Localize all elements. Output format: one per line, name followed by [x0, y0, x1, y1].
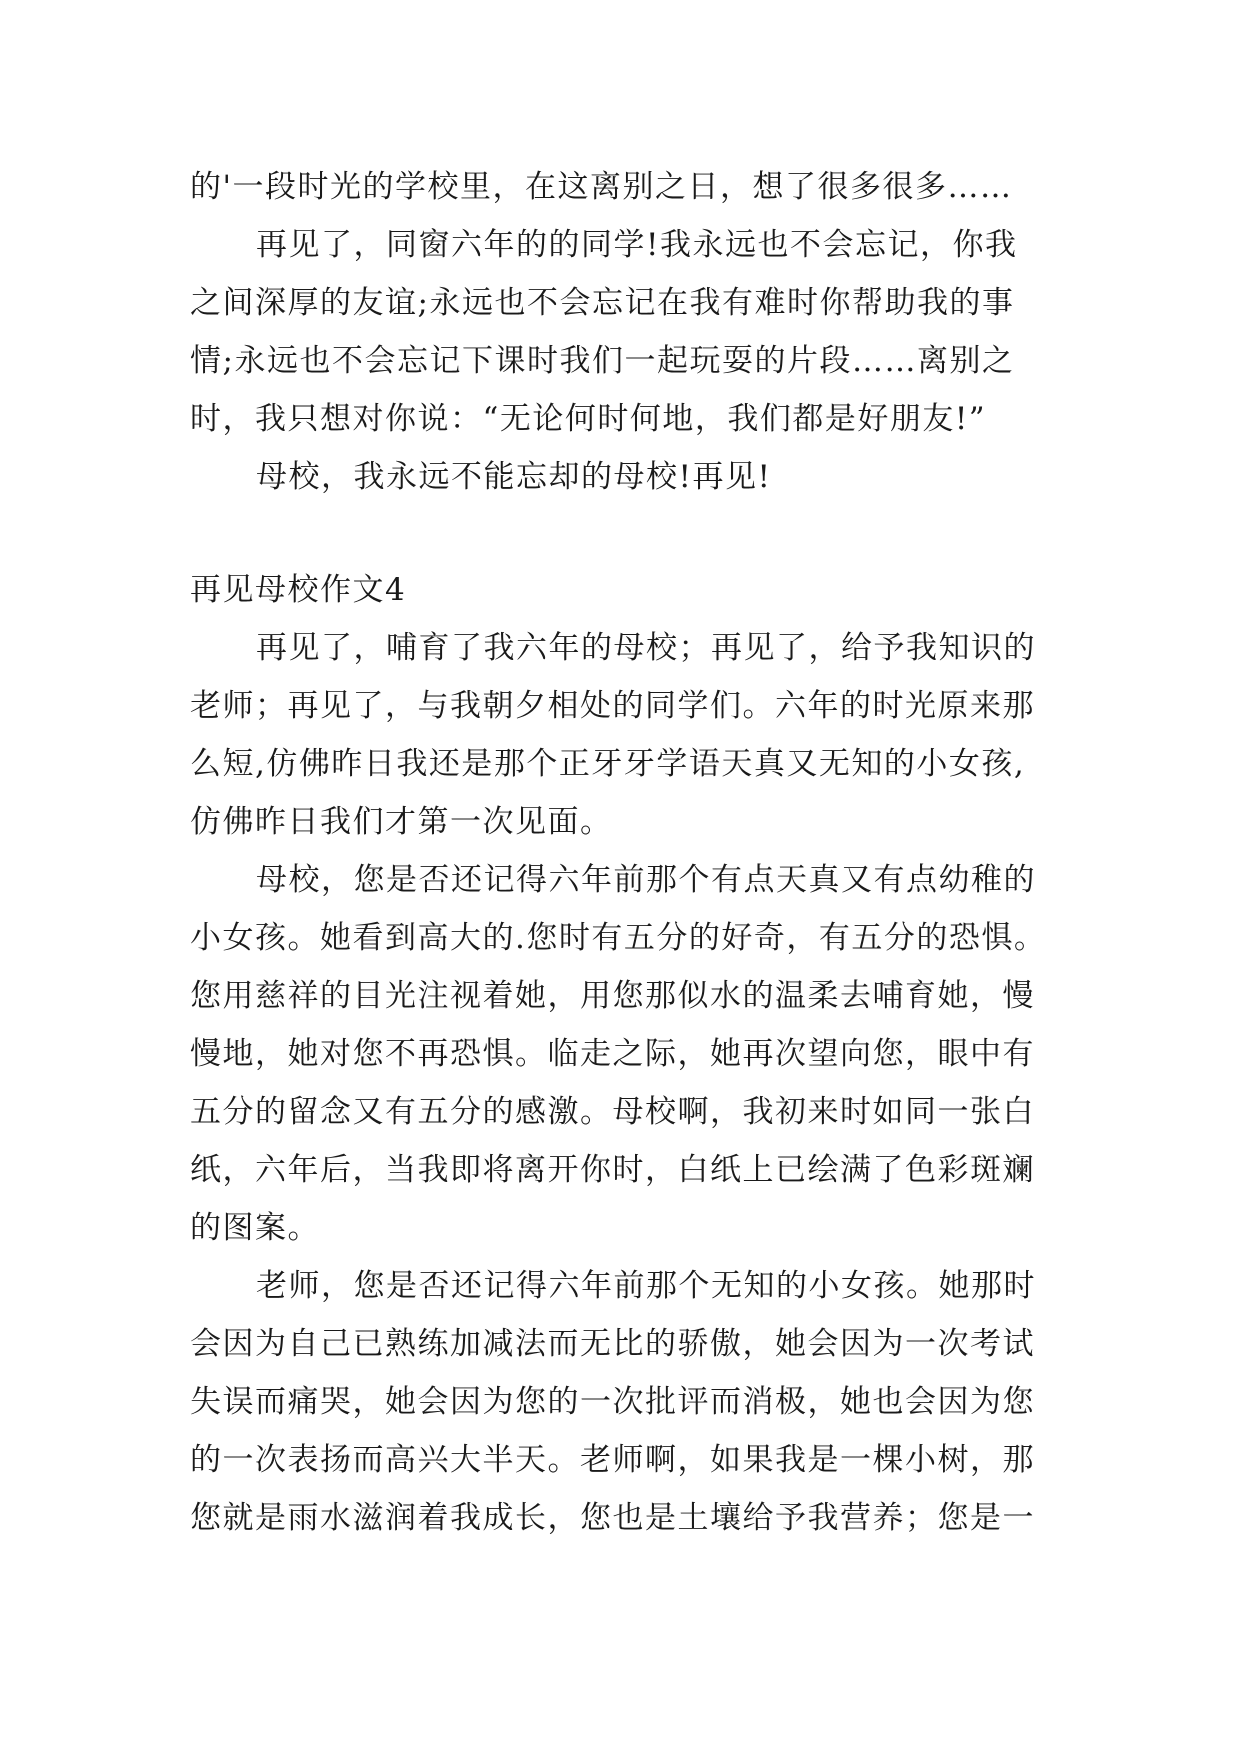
text-line: 时，我只想对你说：“无论何时何地，我们都是好朋友!” — [190, 401, 987, 437]
text-line: 情;永远也不会忘记下课时我们一起玩耍的片段……离别之 — [190, 343, 1015, 379]
text-line: 会因为自己已熟练加减法而无比的骄傲，她会因为一次考试 — [190, 1326, 1035, 1362]
text-line: 您用慈祥的目光注视着她，用您那似水的温柔去哺育她，慢 — [190, 978, 1035, 1014]
text-line: 之间深厚的友谊;永远也不会忘记在我有难时你帮助我的事 — [190, 285, 1015, 321]
text-line: 的图案。 — [190, 1210, 320, 1246]
paragraph-first-line: 再见了，同窗六年的的同学!我永远也不会忘记，你我 — [256, 227, 1018, 263]
paragraph-first-line: 母校，我永远不能忘却的母校!再见! — [256, 459, 772, 495]
text-line: 五分的留念又有五分的感激。母校啊，我初来时如同一张白 — [190, 1094, 1035, 1130]
text-line: 老师；再见了，与我朝夕相处的同学们。六年的时光原来那 — [190, 688, 1035, 724]
text-line: 的'一段时光的学校里，在这离别之日，想了很多很多…… — [190, 169, 1013, 205]
text-line: 慢地，她对您不再恐惧。临走之际，她再次望向您，眼中有 — [190, 1036, 1035, 1072]
text-line: 仿佛昨日我们才第一次见面。 — [190, 804, 613, 840]
section-heading: 再见母校作文4 — [190, 572, 407, 608]
paragraph-first-line: 再见了，哺育了我六年的母校；再见了，给予我知识的 — [256, 630, 1036, 666]
text-line: 您就是雨水滋润着我成长，您也是土壤给予我营养；您是一 — [190, 1500, 1035, 1536]
text-line: 小女孩。她看到高大的.您时有五分的好奇，有五分的恐惧。 — [190, 920, 1047, 956]
paragraph-first-line: 母校，您是否还记得六年前那个有点天真又有点幼稚的 — [256, 862, 1036, 898]
paragraph-first-line: 老师，您是否还记得六年前那个无知的小女孩。她那时 — [256, 1268, 1036, 1304]
text-line: 失误而痛哭，她会因为您的一次批评而消极，她也会因为您 — [190, 1384, 1035, 1420]
text-line: 的一次表扬而高兴大半天。老师啊，如果我是一棵小树，那 — [190, 1442, 1035, 1478]
text-line: 么短,仿佛昨日我还是那个正牙牙学语天真又无知的小女孩, — [190, 746, 1026, 782]
text-line: 纸，六年后，当我即将离开你时，白纸上已绘满了色彩斑斓 — [190, 1152, 1035, 1188]
